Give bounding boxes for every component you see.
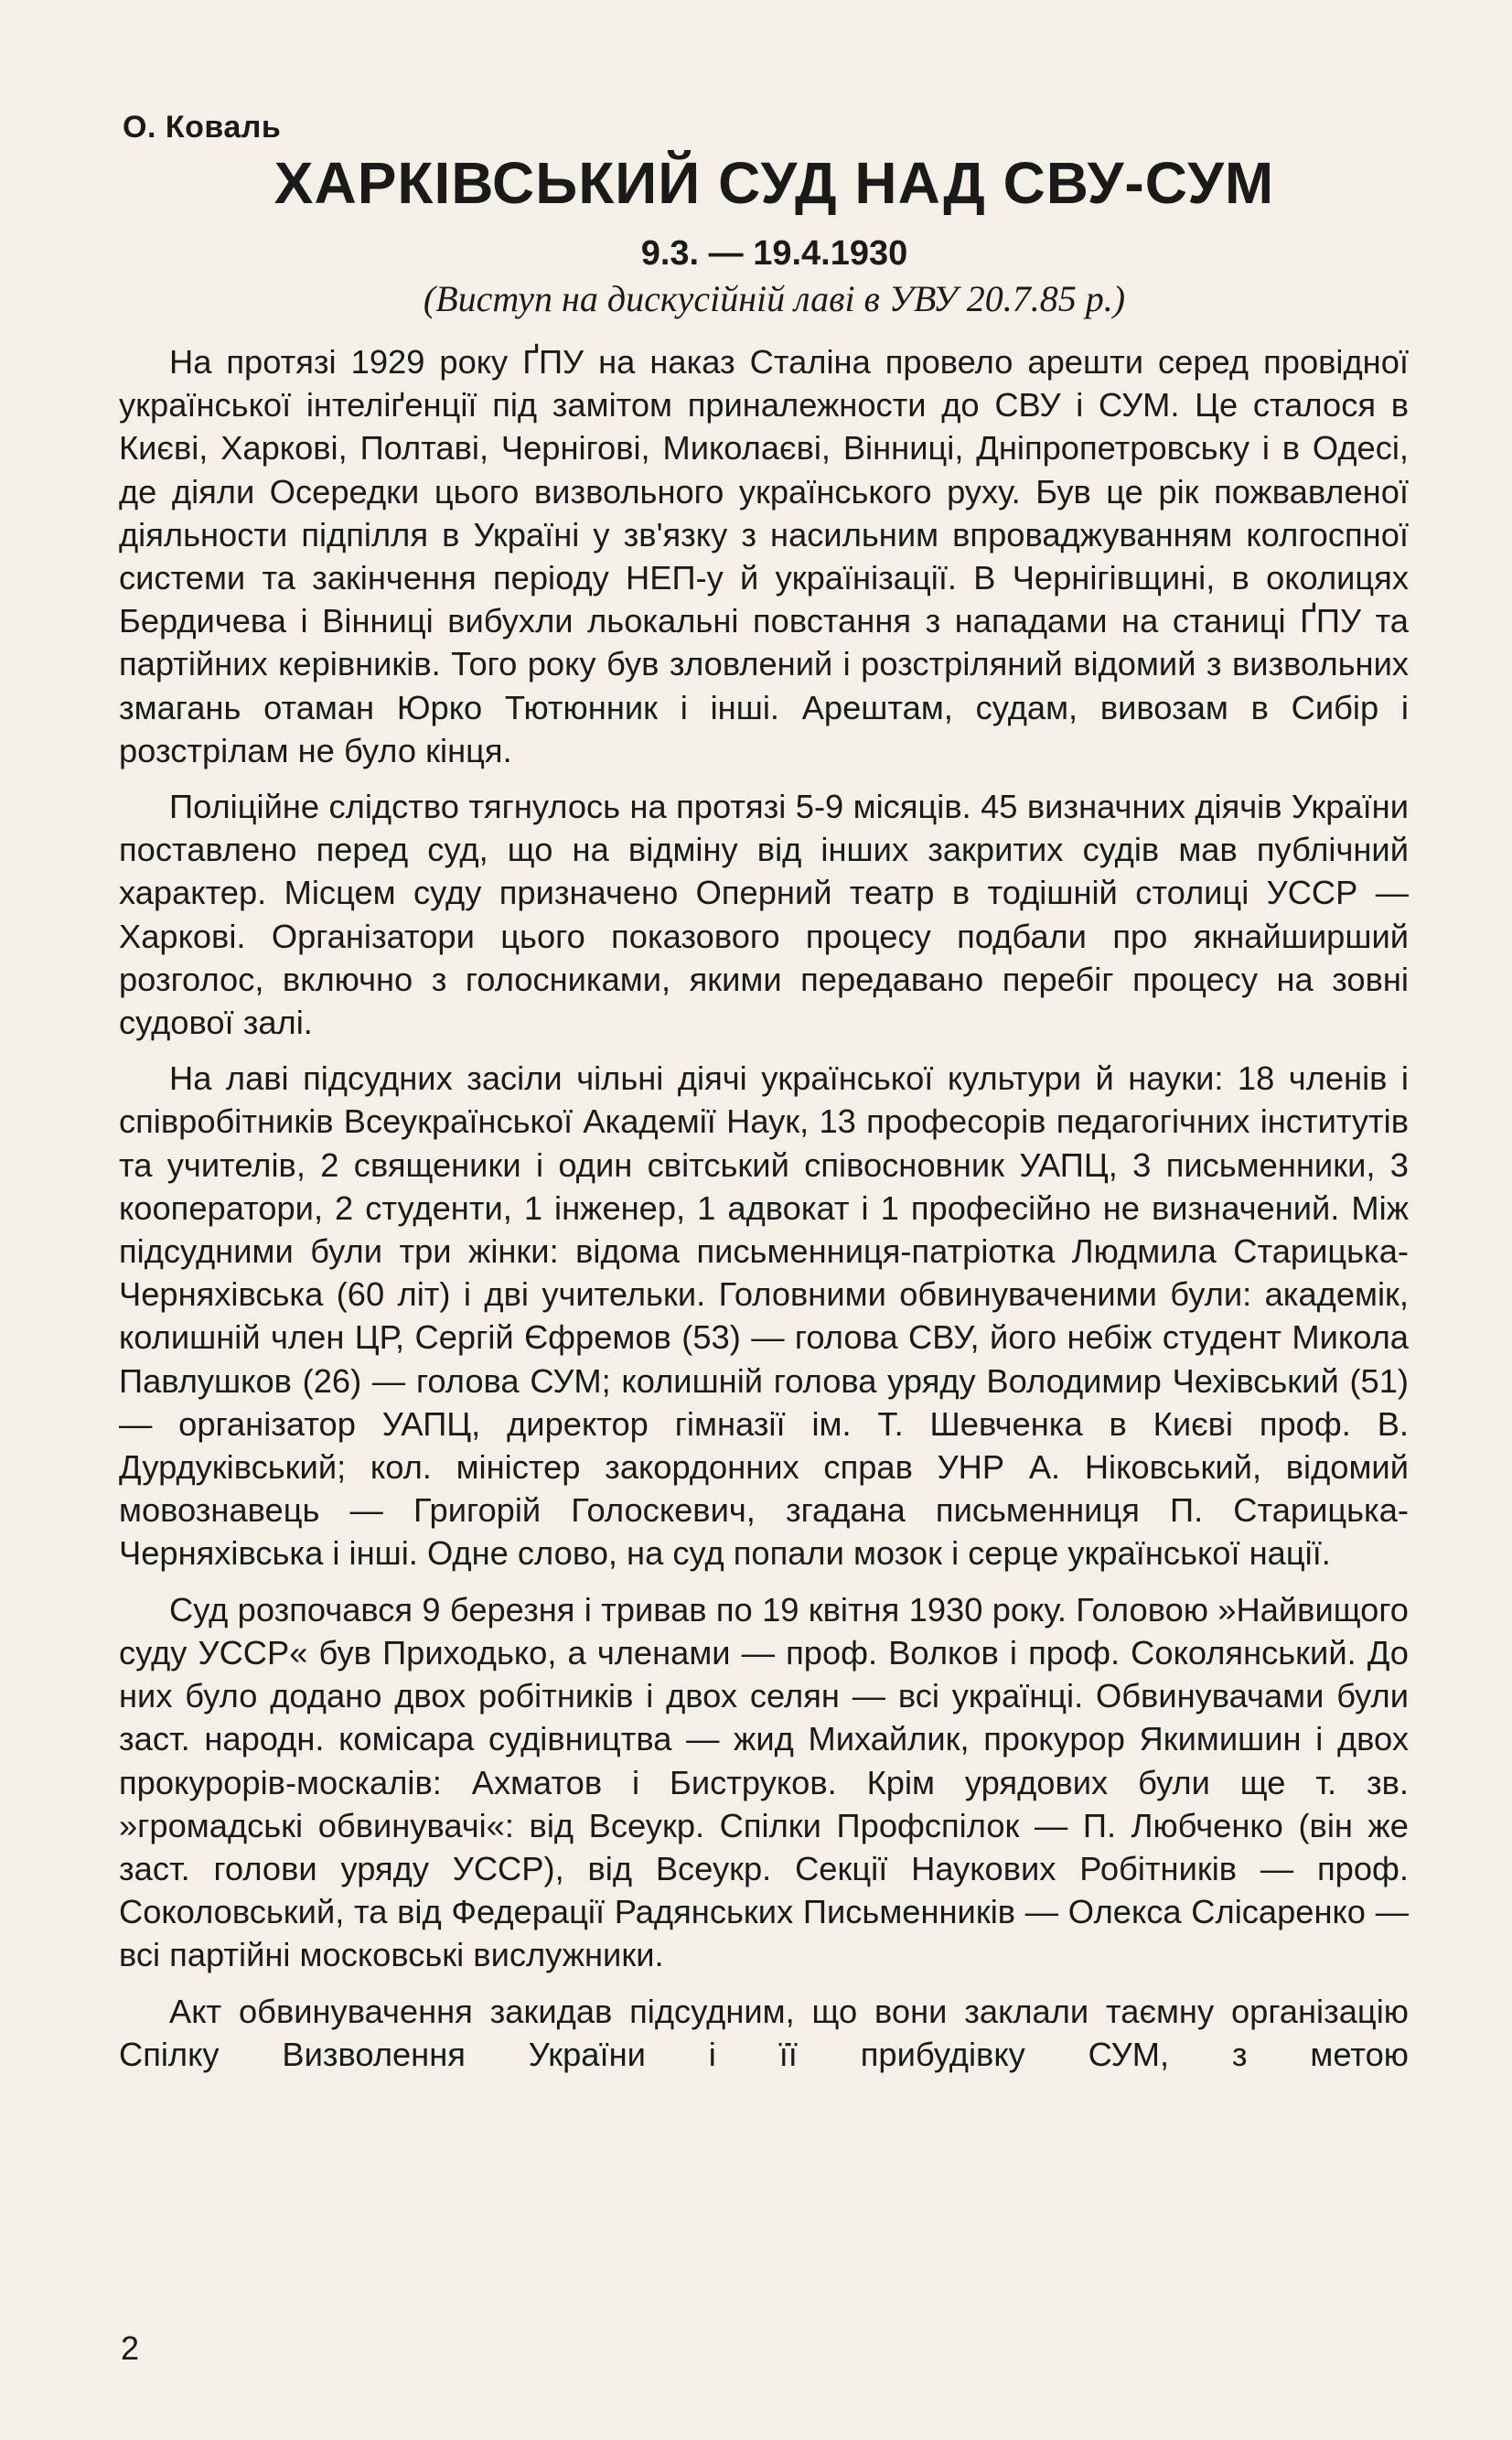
paragraph-1: На протязі 1929 року ҐПУ на наказ Сталіна провело арешти серед провідної української інтеліґенції під замітом приналежности до СВУ і СУМ. Це сталося в Києві, Харкові, Полтаві, Чернігові, Миколаєві, Вінниці, Дніпропетровську і в Одесі, де діяли Осередки цього визвольного українського руху. Був це рік пожвавленої діяльности підпілля в Україні у зв'язку з насильним впроваджуванням колгоспної системи та закінчення періоду НЕП-у й українізації. В Чернігівщині, в околицях Бердичева і Вінниці вибухли льокальні повстання з нападами на станиці ҐПУ та партійних керівників. Того року був зловлений і розстріляний відомий з визвольних змагань отаман Юрко Тютюнник і інші. Арештам, судам, вивозам в Сибір і розстрілам не було кінця.	[119, 343, 1409, 769]
article-body	[119, 340, 1409, 2089]
article-subtitle: (Виступ на дискусійній лаві в УВУ 20.7.85 р.)	[423, 278, 1126, 319]
paragraph-4: Суд розпочався 9 березня і тривав по 19 квітня 1930 року. Головою »Найвищого суду УССР« був Приходько, а членами — проф. Волков і проф. Соколянський. До них було додано двох робітників і двох селян — всі українці. Обвинувачами були заст. народн. комісара судівництва — жид Михайлик, прокурор Якимишин і двох прокурорів-москалів: Ахматов і Биструков. Крім урядових були ще т. зв. »громадські обвинувачі«: від Всеукр. Спілки Профспілок — П. Любченко (він же заст. голови уряду УССР), від Всеукр. Секції Наукових Робітників — проф. Соколовський, та від Федерації Радянських Письменників — Олекса Слісаренко — всі партійні московські вислужники.	[119, 1590, 1409, 1974]
paragraph-3: На лаві підсудних засіли чільні діячі української культури й науки: 18 членів і співробітників Всеукраїнської Академії Наук, 13 професорів педагогічних інститутів та учителів, 2 священики і один світський співосновник УАПЦ, 3 письменники, 3 кооператори, 2 студенти, 1 інженер, 1 адвокат і 1 професійно не визначений. Між підсудними були три жінки: відома письменниця-патріотка Людмила Старицька-Черняхівська (60 літ) і дві учительки. Головними обвинуваченими були: академік, колишній член ЦР, Сергій Єфремов (53) — голова СВУ, його небіж студент Микола Павлушков (26) — голова СУМ; колишній голова уряду Володимир Чехівський (51) — організатор УАПЦ, директор гімназії ім. Т. Шевченка в Києві проф. В. Дурдуківський; кол. міністер закордонних справ УНР А. Ніковський, відомий мовознавець — Григорій Голоскевич, згадана письменниця П. Старицька-Черняхівська і інші. Одне слово, на суд попали мозок і серце української нації.	[119, 1059, 1409, 1573]
trial-dates: 9.3. — 19.4.1930	[640, 234, 908, 273]
paragraph-2: Поліційне слідство тягнулось на протязі 5-9 місяців. 45 визначних діячів України поставлено перед суд, що на відміну від інших закритих судів мав публічний характер. Місцем суду призначено Оперний театр в тодішній столиці УССР — Харкові. Організатори цього показового процесу подбали про якнайширший розголос, включно з голосниками, якими передавано перебіг процесу на зовні судової залі.	[119, 788, 1409, 1042]
article-title: ХАРКІВСЬКИЙ СУД НАД СВУ-СУМ	[273, 150, 1275, 216]
paragraph-5: Акт обвинувачення закидав підсудним, що вони заклали таємну організацію Спілку Визволення України і її прибудівку СУМ, з метою	[119, 1992, 1409, 2073]
page-number: 2	[121, 2329, 140, 2367]
author-name: О. Коваль	[123, 110, 282, 145]
